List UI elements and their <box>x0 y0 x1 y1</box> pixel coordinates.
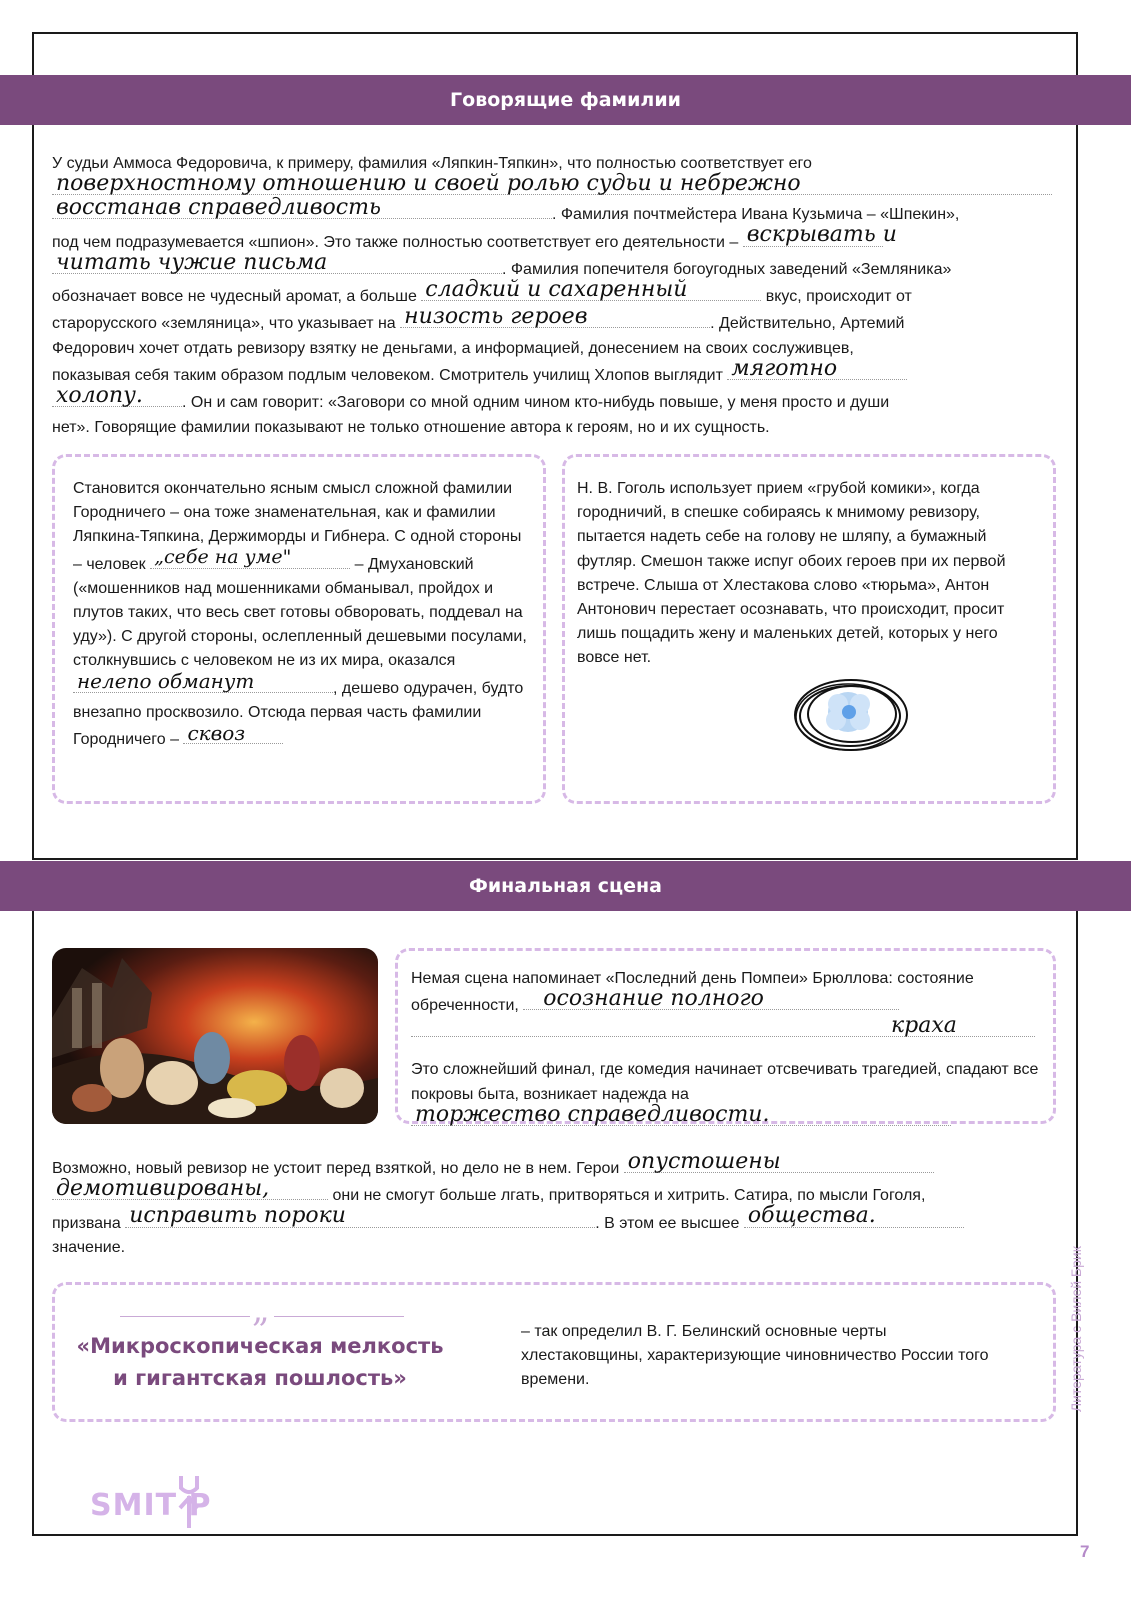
text-span: – Дмухановский («мошенников над мошенниками обманывал, пройдох и плутов таких, что весь свет готовы обворовать, поддевал на уду»). С другой стороны, ослепленный дешевыми посулами, столкнувшись с человеком не из их мира, оказался <box>73 555 527 670</box>
blank-field[interactable] <box>411 1013 1035 1039</box>
blank-field[interactable] <box>125 1203 595 1229</box>
final-scene-paragraph <box>52 1148 1058 1260</box>
handwriting: холопу. <box>56 383 143 409</box>
quote-title <box>68 1330 452 1394</box>
text-span: . В этом ее высшее <box>595 1214 740 1232</box>
silent-scene-text <box>411 967 1039 1134</box>
handwriting: мяготно <box>731 355 838 381</box>
text-span: Это сложнейший финал, где комедия начинает отсвечивать трагедией, спадают все покровы быта, возникает надежда на <box>411 1061 1039 1103</box>
logo-arrow-icon <box>176 1474 202 1530</box>
blank-field[interactable] <box>744 1203 964 1229</box>
logo-text: SMIT P <box>90 1488 212 1523</box>
handwriting: торжество справедливости. <box>415 1101 770 1127</box>
blank-field[interactable] <box>743 222 897 248</box>
text-span: обозначает вовсе не чудесный аромат, а больше <box>52 288 417 306</box>
blank-field[interactable] <box>523 986 899 1011</box>
handwriting: низость героев <box>404 304 588 330</box>
handwriting: осознание полного <box>543 986 764 1011</box>
text-span: вкус, происходит от <box>765 288 912 306</box>
quote-caption: – так определил В. Г. Белинский основные черты хлестаковщины, характеризующие чиновничество России того времени. <box>521 1323 989 1389</box>
text-span: нет». Говорящие фамилии показывают не только отношение автора к героям, но и их сущность. <box>52 418 770 436</box>
handwriting: исправить пороки <box>129 1203 346 1229</box>
blank-field[interactable] <box>52 1176 328 1201</box>
blank-field[interactable] <box>411 1101 951 1127</box>
surnames-paragraph <box>52 152 1058 440</box>
text-span: Немая сцена напоминает «Последний день Помпеи» Брюллова: состояние обреченности, <box>411 970 974 1015</box>
blank-field[interactable] <box>52 171 1052 196</box>
blank-field[interactable] <box>421 276 761 302</box>
handwriting: читать чужие письма <box>56 249 328 275</box>
gorodnichy-text <box>73 477 529 752</box>
text-span: под чем подразумевается «шпион». Это также полностью соответствует его деятельности – <box>52 233 739 251</box>
sidebar-attribution: Литература с Вилей Брик <box>1068 1246 1084 1412</box>
text-span: . Действительно, Артемий <box>710 315 905 333</box>
handwriting: поверхностному отношению и своей ролью судьи и небрежно <box>56 171 801 196</box>
blank-field[interactable] <box>624 1148 934 1174</box>
quote-line-2: и гигантская пошлость» <box>113 1366 407 1390</box>
handwriting: вскрывать и <box>746 222 897 248</box>
handwriting: восстанав справедливость <box>56 195 381 220</box>
text-span: Федорович хочет отдать ревизору взятку не деньгами, а информацией, донесением на своих сослуживцев, <box>52 339 854 357</box>
pompeii-painting-image <box>52 948 378 1124</box>
quote-rule-right <box>274 1316 404 1317</box>
blank-field[interactable] <box>400 304 710 330</box>
text-span: , дешево одурачен, будто внезапно просквозило. Отсюда первая часть фамилии Городничего – <box>73 679 524 749</box>
text-span: показывая себя таким образом подлым человеком. Смотритель училищ Хлопов выглядит <box>52 367 723 385</box>
text-span: призвана <box>52 1214 121 1232</box>
blank-field[interactable] <box>52 383 182 409</box>
quote-mark: „ <box>252 1290 270 1330</box>
handwriting: демотивированы, <box>56 1176 270 1201</box>
text-span: Становится окончательно ясным смысл сложной фамилии Городничего – она тоже знаменательная, как и фамилии Ляпкина-Тяпкина, Держиморды и Гибнера. С одной стороны – человек <box>73 480 522 573</box>
text-span: старорусского «земляница», что указывает на <box>52 315 396 333</box>
text-span: У судьи Аммоса Федоровича, к примеру, фамилия «Ляпкин-Тяпкин», что полностью соответствует его <box>52 155 812 172</box>
handwriting: „себе на уме" <box>154 546 292 569</box>
section-title-final-scene: Финальная сцена <box>0 861 1131 911</box>
blank-field[interactable] <box>52 195 552 220</box>
blank-field[interactable] <box>52 249 502 275</box>
text-span: они не смогут больше лгать, притворяться и хитрить. Сатира, по мысли Гоголя, <box>332 1187 926 1205</box>
handwriting: опустошены <box>627 1148 781 1174</box>
quote-line-1: «Микроскопическая мелкость <box>76 1334 444 1358</box>
quote-rule-left <box>120 1316 250 1317</box>
text-span: . Он и сам говорит: «Заговори со мной одним чином кто-нибудь повыше, у меня просто и души <box>182 394 890 412</box>
smitup-logo <box>90 1488 212 1523</box>
text-span: Возможно, новый ревизор не устоит перед взяткой, но дело не в нем. Герои <box>52 1160 620 1177</box>
handwriting: сладкий и сахаренный <box>425 276 688 302</box>
blank-field[interactable] <box>150 546 350 569</box>
grotesque-comedy-text: Н. В. Гоголь использует прием «грубой комики», когда городничий, в спешке собираясь к мнимому ревизору, пытается надеть себе на голову не шляпу, а бумажный футляр. Смешон также испуг обоих героев при их первой встрече. Слыша от Хлестакова слово «тюрьма», Антон Антонович перестает осознавать, что происходит, просит лишь пощадить жену и маленьких детей, которых у него вовсе нет. <box>577 480 1006 667</box>
handwriting: общества. <box>747 1203 876 1229</box>
blank-field[interactable] <box>727 355 907 381</box>
scribble-drawing <box>788 674 914 756</box>
text-span: значение. <box>52 1238 126 1256</box>
section-title-surnames: Говорящие фамилии <box>0 75 1131 125</box>
handwriting: сквоз <box>187 720 246 745</box>
text-span: . Фамилия почтмейстера Ивана Кузьмича – «Шпекин», <box>552 206 960 224</box>
handwriting: нелепо обманут <box>77 669 255 694</box>
page-number: 7 <box>1080 1542 1090 1561</box>
text-span: . Фамилия попечителя богоугодных заведений «Земляника» <box>502 260 952 278</box>
handwriting: краха <box>891 1013 957 1039</box>
blank-field[interactable] <box>183 720 283 745</box>
blank-field[interactable] <box>73 669 333 694</box>
